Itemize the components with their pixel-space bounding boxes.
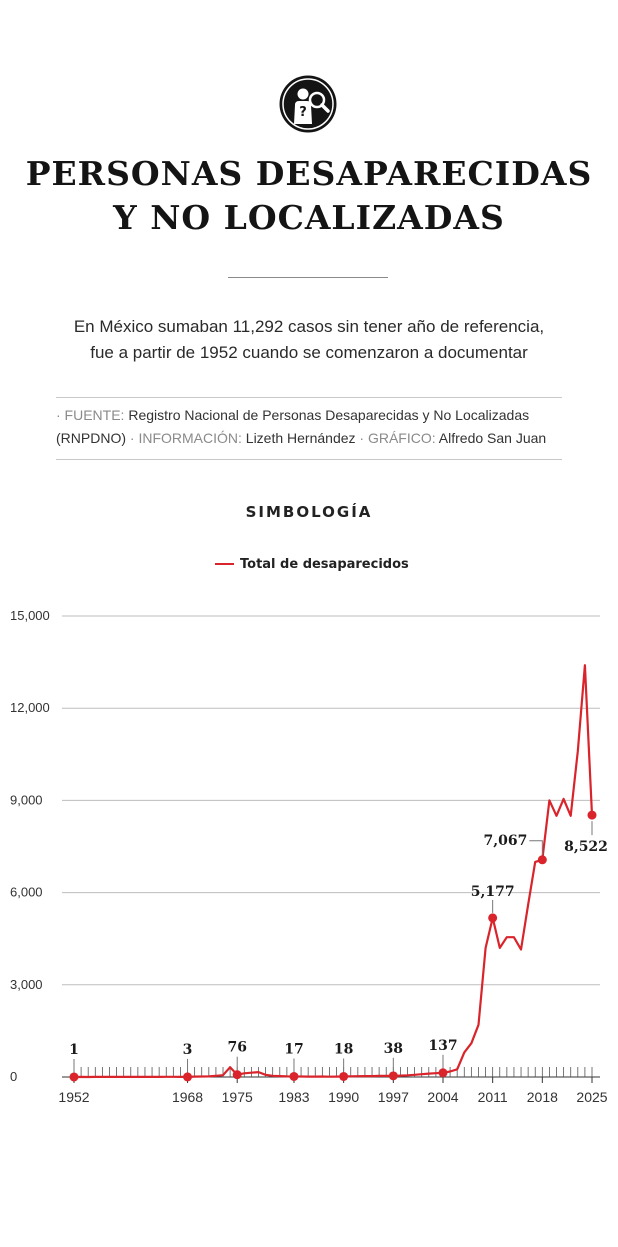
x-tick-label: 2025 (576, 1089, 608, 1105)
credits-top-rule (56, 397, 562, 398)
data-point-2025 (588, 811, 597, 820)
credits (56, 404, 562, 450)
data-label-2018: 7,067 (483, 832, 528, 849)
data-point-2011 (488, 913, 497, 922)
y-tick-label: 12,000 (10, 700, 50, 716)
svg-text:?: ? (299, 105, 307, 120)
y-tick-label: 3,000 (10, 976, 43, 992)
x-tick-label: 1968 (171, 1089, 204, 1105)
data-point-1952 (70, 1072, 79, 1081)
graphic-key: · GRÁFICO: (359, 430, 436, 446)
x-tick-label: 1975 (221, 1089, 253, 1105)
source-value: Registro Nacional de Personas Desaparecidas y No Localizadas (RNPDNO) (56, 407, 530, 446)
data-label-2025: 8,522 (564, 839, 608, 856)
data-label-1990: 18 (333, 1041, 354, 1058)
x-tick-label: 1952 (58, 1089, 90, 1105)
x-tick-label: 1983 (278, 1089, 310, 1105)
annotations (69, 811, 608, 1082)
series-line-total-desaparecidos (74, 665, 592, 1077)
info-value: Lizeth Hernández (245, 430, 356, 446)
data-point-1983 (289, 1072, 298, 1081)
annotation-leader (529, 841, 542, 855)
legend-label: Total de desaparecidos (240, 556, 409, 572)
data-point-2018 (538, 855, 547, 864)
title-line-2: Y NO LOCALIZADAS (113, 198, 505, 237)
data-label-1952: 1 (69, 1041, 79, 1058)
title-divider (228, 277, 388, 278)
data-point-1975 (233, 1070, 242, 1079)
subtitle-line-1: En México sumaban 11,292 casos sin tener año de referencia, (73, 317, 545, 336)
page-title (0, 152, 618, 240)
subtitle-line-2: fue a partir de 1952 cuando se comenzaron a documentar (90, 343, 528, 362)
x-tick-label: 2018 (526, 1089, 558, 1105)
x-tick-label: 1997 (377, 1089, 409, 1105)
subtitle (0, 314, 618, 366)
graphic-value: Alfredo San Juan (438, 430, 547, 446)
y-tick-label: 0 (10, 1069, 18, 1084)
data-point-2004 (438, 1068, 447, 1077)
data-point-1968 (183, 1072, 192, 1081)
info-key: · INFORMACIÓN: (129, 430, 242, 446)
x-tick-label: 2004 (427, 1089, 459, 1105)
data-label-1975: 76 (227, 1039, 247, 1056)
data-label-1968: 3 (182, 1041, 193, 1058)
data-label-1983: 17 (284, 1041, 304, 1058)
missing-person-icon (278, 74, 338, 134)
source-key: · FUENTE: (56, 407, 125, 423)
data-label-1997: 38 (383, 1040, 404, 1057)
legend-heading: SIMBOLOGÍA (245, 503, 373, 521)
y-tick-label: 9,000 (10, 792, 43, 808)
line-chart (0, 590, 618, 1110)
x-tick-label: 1990 (328, 1089, 360, 1105)
legend (215, 554, 409, 574)
y-tick-label: 15,000 (10, 608, 50, 623)
data-point-1997 (389, 1071, 398, 1080)
y-tick-label: 6,000 (10, 884, 43, 900)
data-point-1990 (339, 1072, 348, 1081)
x-axis (58, 1067, 607, 1105)
y-axis (10, 608, 50, 1084)
data-label-2004: 137 (428, 1037, 458, 1054)
title-line-1: PERSONAS DESAPARECIDAS (25, 154, 593, 193)
series (74, 665, 592, 1077)
data-label-2011: 5,177 (470, 883, 515, 900)
legend-swatch (215, 563, 234, 565)
grid (62, 616, 600, 985)
x-tick-label: 2011 (477, 1089, 508, 1105)
credits-bottom-rule (56, 459, 562, 460)
